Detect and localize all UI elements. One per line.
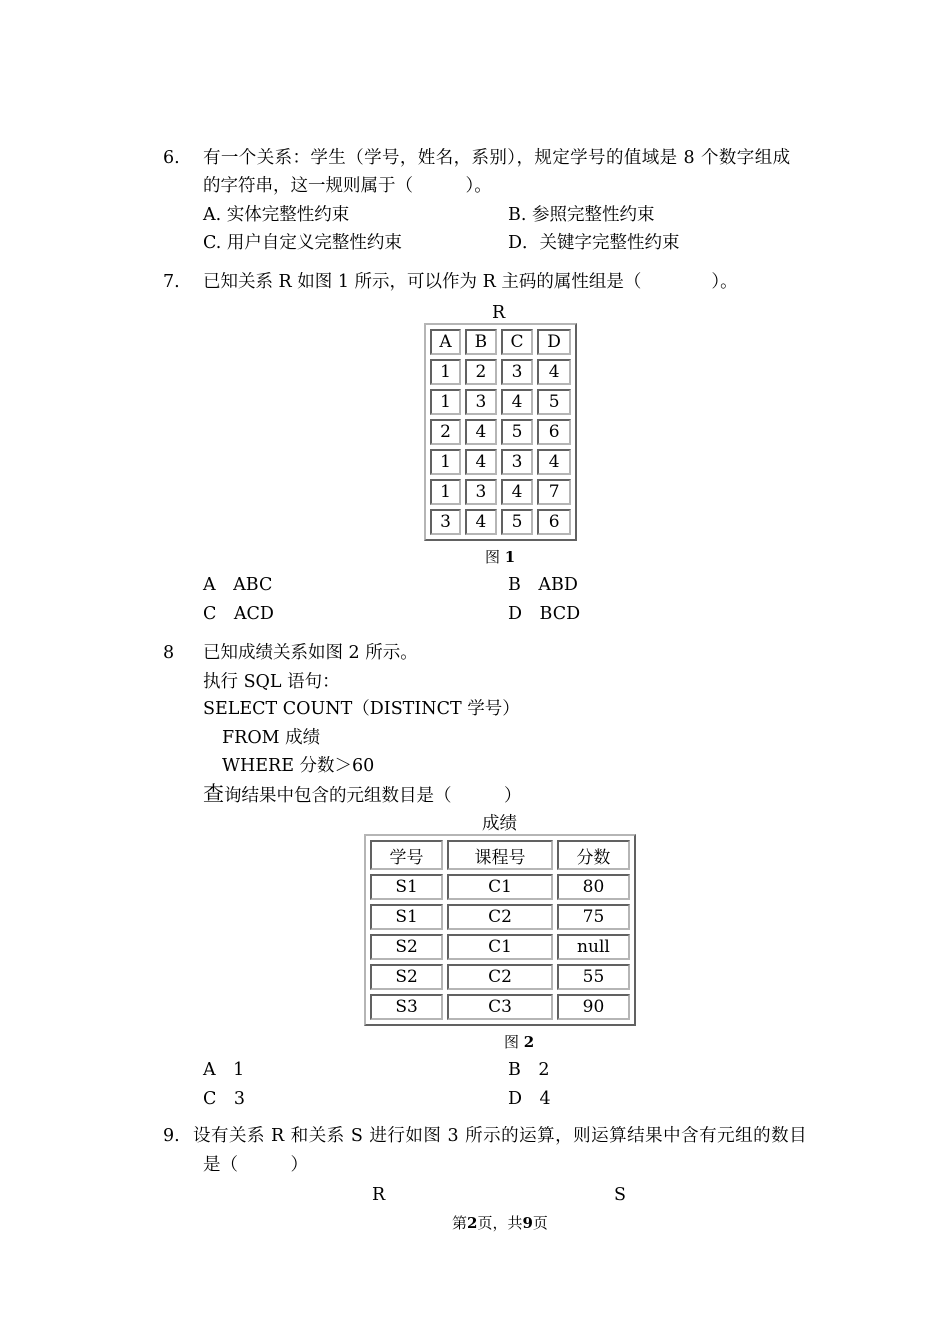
q6-number: 6. (163, 148, 180, 168)
page-footer: 第2页，共9页 (452, 1214, 548, 1232)
table-row (430, 389, 571, 415)
q6-option-a: A. 实体完整性约束 (203, 205, 350, 225)
table-cell: 3 (501, 449, 534, 475)
q8-sql-where: WHERE 分数＞60 (222, 756, 375, 776)
figure-1-caption: 图 1 (485, 548, 516, 566)
table-header-row (370, 840, 630, 870)
table-cell: 2 (430, 419, 461, 445)
relation-r-title: R (492, 303, 506, 323)
table-row (370, 934, 630, 960)
q6-stem-line1: 有一个关系：学生（学号，姓名，系别），规定学号的值域是 8 个数字组成 (203, 148, 791, 168)
table-cell: S1 (370, 904, 443, 930)
figure-2-caption: 图 2 (504, 1033, 535, 1051)
q9-stem-line2: 是（ ） (203, 1155, 308, 1175)
table-cell: null (557, 934, 630, 960)
q7-stem: 已知关系 R 如图 1 所示，可以作为 R 主码的属性组是（ ）。 (203, 272, 738, 292)
table-cell: 90 (557, 994, 630, 1020)
q9-relation-r-label: R (372, 1185, 386, 1205)
grade-table (364, 834, 636, 1026)
q8-option-a: A 1 (203, 1060, 245, 1080)
q8-option-c: C 3 (203, 1089, 246, 1109)
q8-stem: 已知成绩关系如图 2 所示。 (203, 643, 418, 663)
table-cell: 7 (537, 479, 571, 505)
q8-sql-intro: 执行 SQL 语句： (203, 672, 340, 692)
table-cell: 4 (501, 389, 534, 415)
table-cell: S2 (370, 934, 443, 960)
table-cell: 1 (430, 359, 461, 385)
table-cell: C2 (447, 904, 553, 930)
table-row (370, 874, 630, 900)
q8-sql-select: SELECT COUNT（DISTINCT 学号） (203, 699, 520, 719)
table-row (430, 359, 571, 385)
table-cell: C (501, 329, 534, 355)
table-row (430, 419, 571, 445)
table-cell: 1 (430, 449, 461, 475)
q6-option-c: C. 用户自定义完整性约束 (203, 233, 402, 253)
q6-option-b: B. 参照完整性约束 (508, 205, 655, 225)
grade-table-title: 成绩 (482, 814, 517, 834)
table-cell: 1 (430, 479, 461, 505)
q6-option-d: D．关键字完整性约束 (508, 233, 680, 253)
table-cell: S3 (370, 994, 443, 1020)
q6-stem-line2: 的字符串，这一规则属于（ ）。 (203, 176, 492, 196)
q8-number: 8 (163, 643, 175, 663)
table-cell: 4 (501, 479, 534, 505)
table-cell: S1 (370, 874, 443, 900)
q7-option-d: D BCD (508, 604, 581, 624)
table-header-cell: 学号 (370, 840, 443, 870)
table-row (370, 994, 630, 1020)
q7-option-b: B ABD (508, 575, 578, 595)
table-row (370, 964, 630, 990)
table-cell: 4 (465, 509, 497, 535)
table-cell: 6 (537, 509, 571, 535)
table-cell: A (430, 329, 461, 355)
table-cell: 75 (557, 904, 630, 930)
table-cell: C1 (447, 934, 553, 960)
q7-option-a: A ABC (203, 575, 273, 595)
table-cell: 4 (465, 419, 497, 445)
table-header-cell: 分数 (557, 840, 630, 870)
table-cell: 2 (465, 359, 497, 385)
table-header-cell: 课程号 (447, 840, 553, 870)
q9-number: 9. (163, 1126, 180, 1146)
table-row (430, 449, 571, 475)
table-row (430, 509, 571, 535)
table-cell: 3 (465, 479, 497, 505)
table-cell: B (465, 329, 497, 355)
relation-r-table (424, 323, 577, 541)
table-cell: C3 (447, 994, 553, 1020)
q8-sql-from: FROM 成绩 (222, 728, 321, 748)
q8-option-d: D 4 (508, 1089, 551, 1109)
table-cell: C1 (447, 874, 553, 900)
table-row (430, 479, 571, 505)
table-cell: D (537, 329, 571, 355)
table-cell: 3 (465, 389, 497, 415)
table-cell: 5 (501, 509, 534, 535)
table-cell: 1 (430, 389, 461, 415)
table-row (370, 904, 630, 930)
table-cell: C2 (447, 964, 553, 990)
q9-relation-s-label: S (614, 1185, 626, 1205)
table-row (430, 329, 571, 355)
table-cell: 55 (557, 964, 630, 990)
table-cell: 4 (537, 449, 571, 475)
table-cell: 4 (537, 359, 571, 385)
q7-option-c: C ACD (203, 604, 274, 624)
table-cell: 5 (501, 419, 534, 445)
q8-question: 查询结果中包含的元组数目是（ ） (203, 782, 522, 806)
q8-option-b: B 2 (508, 1060, 550, 1080)
q9-stem-line1: 设有关系 R 和关系 S 进行如图 3 所示的运算，则运算结果中含有元组的数目 (193, 1126, 808, 1146)
table-cell: 4 (465, 449, 497, 475)
table-cell: 80 (557, 874, 630, 900)
table-cell: 3 (501, 359, 534, 385)
q7-number: 7. (163, 272, 180, 292)
table-cell: 3 (430, 509, 461, 535)
table-cell: 5 (537, 389, 571, 415)
table-cell: S2 (370, 964, 443, 990)
table-cell: 6 (537, 419, 571, 445)
